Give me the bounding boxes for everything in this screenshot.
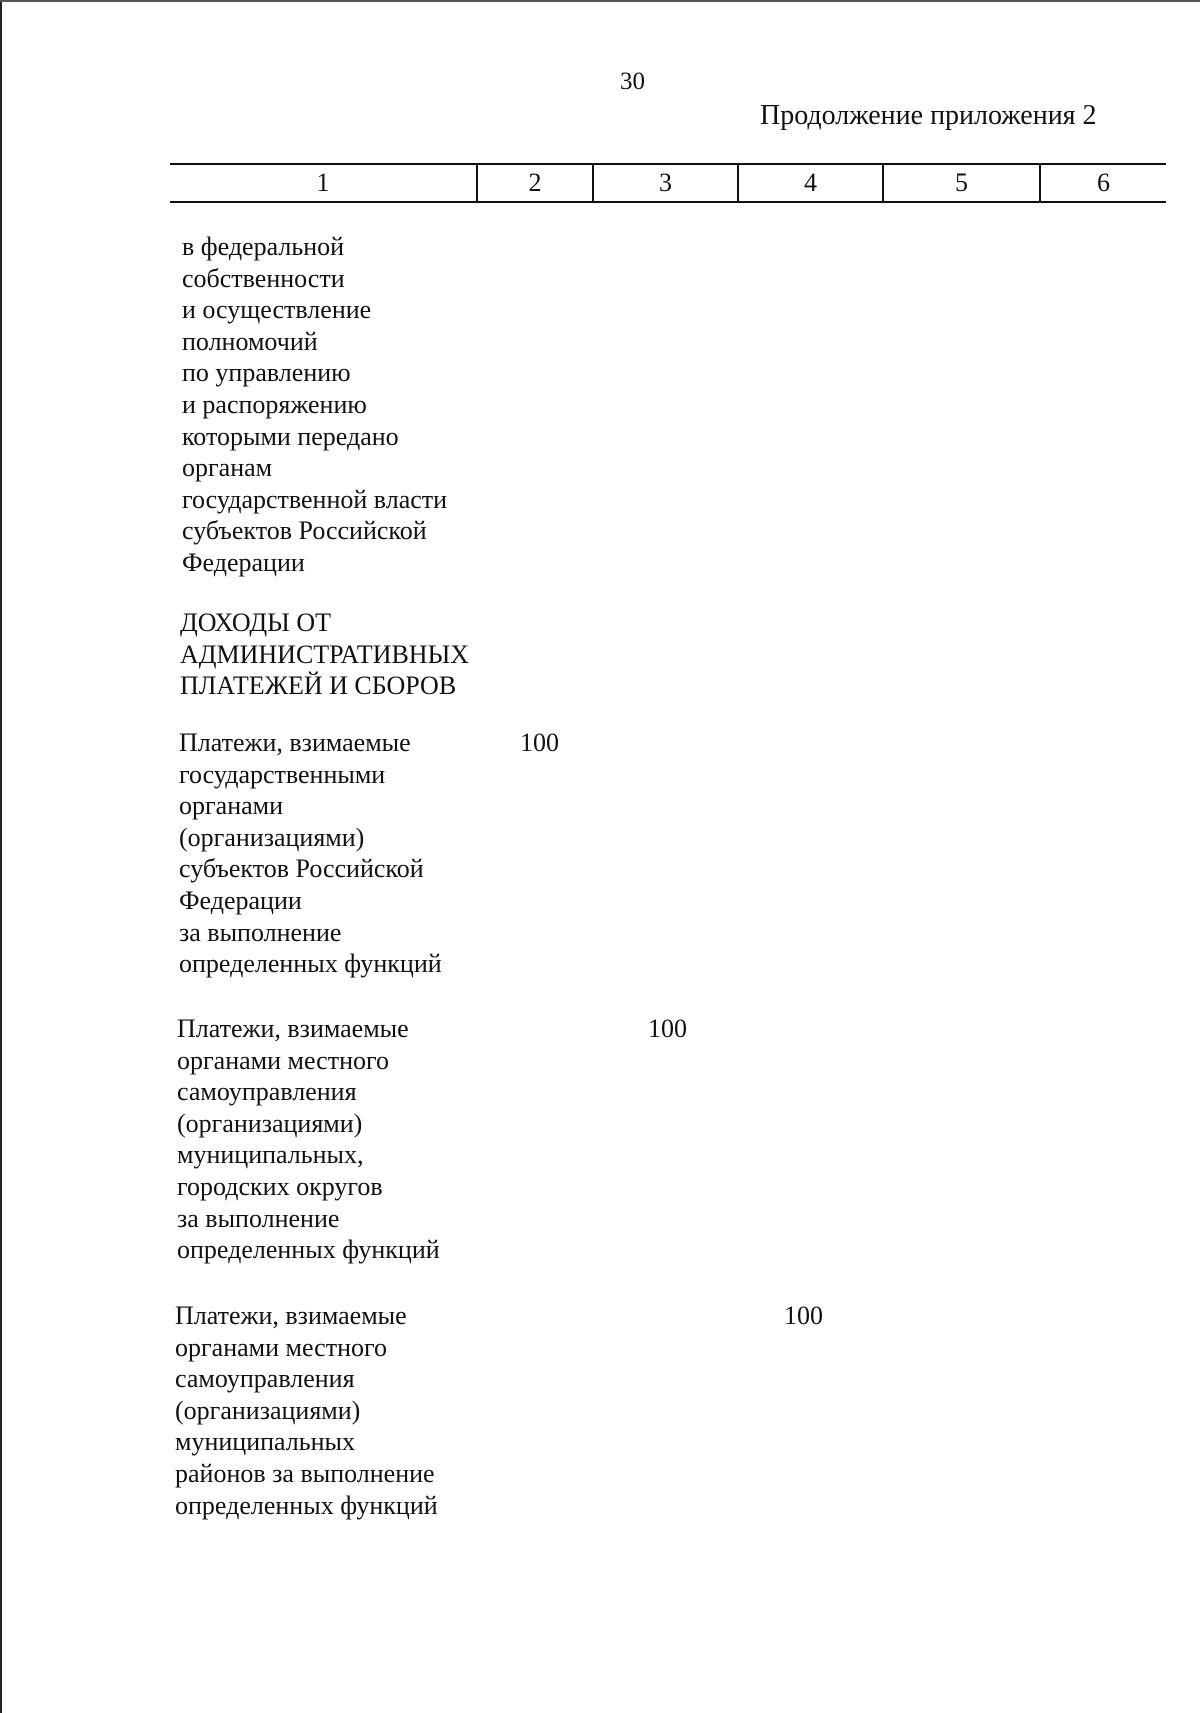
scan-edge-top xyxy=(0,0,1200,2)
scan-edge-left xyxy=(0,0,2,1713)
table-row-label: Платежи, взимаемые государственными органами (организациями) субъектов Российской Федерации за выполнение определенных функций xyxy=(179,728,442,979)
table-column-header xyxy=(170,163,1166,203)
column-header-1: 1 xyxy=(316,168,330,197)
column-header-4: 4 xyxy=(804,168,817,197)
table-row-label: Платежи, взимаемые органами местного самоуправления (организациями) муниципальных районов за выполнение определенных функций xyxy=(175,1301,438,1520)
column-header-2: 2 xyxy=(528,168,542,197)
table-cell-col4: 100 xyxy=(784,1301,823,1330)
table-row-label: Платежи, взимаемые органами местного самоуправления (организациями) муниципальных, городских округов за выполнение определенных функций xyxy=(177,1014,440,1265)
table-row-label: ДОХОДЫ ОТ АДМИНИСТРАТИВНЫХ ПЛАТЕЖЕЙ И СБОРОВ xyxy=(180,608,470,701)
page-number: 30 xyxy=(620,68,645,95)
table-cell-col3: 100 xyxy=(648,1014,687,1043)
table-row-label: в федеральной собственности и осуществление полномочий по управлению и распоряжению которыми передано органам государственной власти субъектов Российской Федерации xyxy=(182,232,448,577)
column-header-6: 6 xyxy=(1097,168,1110,197)
column-header-3: 3 xyxy=(659,168,672,197)
appendix-note: Продолжение приложения 2 xyxy=(760,100,1097,131)
column-header-5: 5 xyxy=(955,168,968,197)
table-cell-col2: 100 xyxy=(520,728,559,757)
